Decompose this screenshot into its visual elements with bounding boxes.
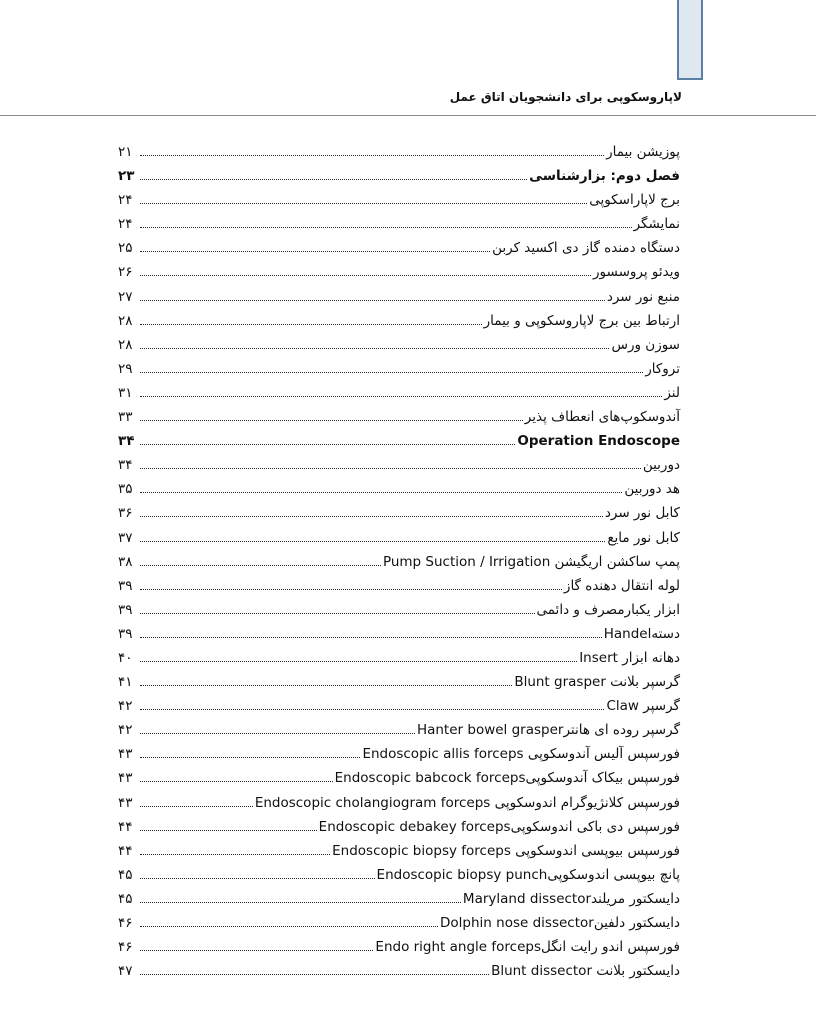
toc-entry-page-number: ۳۳ — [118, 409, 133, 426]
toc-entry-page-number: ۲۴ — [118, 192, 133, 209]
toc-entry-title: لنز — [664, 384, 680, 401]
toc-entry-page-number: ۴۴ — [118, 842, 133, 859]
toc-entry — [118, 309, 680, 333]
toc-entry-page-number: ۴۷ — [118, 963, 133, 980]
toc-entry-page-number: ۴۳ — [118, 770, 133, 787]
toc-entry-page-number: ۲۳ — [118, 168, 135, 185]
toc-entry-page-number: ۴۱ — [118, 674, 133, 691]
toc-dot-leader — [140, 516, 603, 517]
toc-dot-leader — [140, 396, 662, 397]
toc-dot-leader — [140, 661, 577, 662]
toc-dot-leader — [140, 251, 490, 252]
toc-dot-leader — [140, 203, 587, 204]
toc-entry-title: Operation Endoscope — [517, 433, 680, 450]
toc-entry-page-number: ۲۷ — [118, 288, 133, 305]
toc-dot-leader — [140, 565, 381, 566]
toc-dot-leader — [140, 179, 527, 180]
toc-entry-title: منبع نور سرد — [606, 288, 680, 305]
toc-dot-leader — [140, 757, 360, 758]
toc-dot-leader — [140, 733, 415, 734]
toc-entry — [118, 260, 680, 284]
toc-entry-title: دایسکتور مریلندMaryland dissector — [462, 890, 680, 907]
table-of-contents — [118, 140, 680, 983]
toc-entry-title: فورسپس بیکاک آندوسکوپیEndoscopic babcock forceps — [334, 770, 680, 787]
toc-dot-leader — [140, 348, 609, 349]
toc-entry-page-number: ۲۱ — [118, 144, 133, 160]
toc-entry-page-number: ۲۴ — [118, 216, 133, 233]
toc-entry-title: گرسپر Claw — [606, 698, 680, 715]
header-divider — [0, 115, 816, 116]
toc-dot-leader — [140, 685, 512, 686]
toc-entry — [118, 598, 680, 622]
toc-entry-title: گرسپر بلانت Blunt grasper — [514, 674, 680, 691]
toc-entry-title: فورسپس دی باکی اندوسکوپیEndoscopic debakey forceps — [318, 818, 680, 835]
toc-entry-title: برج لاپاراسکوپی — [589, 192, 680, 209]
toc-entry — [118, 863, 680, 887]
toc-entry — [118, 164, 680, 188]
toc-dot-leader — [140, 492, 622, 493]
toc-entry-title: دستهHandel — [603, 625, 680, 642]
toc-dot-leader — [140, 275, 591, 276]
toc-entry-page-number: ۲۸ — [118, 312, 133, 329]
toc-dot-leader — [140, 613, 535, 614]
toc-entry-title: فورسپس اندو رایت انگلEndo right angle forceps — [375, 939, 680, 956]
toc-entry-title: هد دوربین — [624, 481, 680, 498]
toc-entry — [118, 526, 680, 550]
toc-entry-title: لوله انتقال دهنده گاز — [563, 577, 680, 594]
toc-entry-page-number: ۴۲ — [118, 698, 133, 715]
toc-entry-title: دایسکتور بلانت Blunt dissector — [491, 963, 680, 980]
toc-dot-leader — [140, 541, 605, 542]
toc-dot-leader — [140, 324, 482, 325]
toc-entry — [118, 429, 680, 453]
toc-entry — [118, 935, 680, 959]
toc-entry-page-number: ۳۵ — [118, 481, 133, 498]
toc-entry-title: فورسپس بیوپسی اندوسکوپی Endoscopic biopsy forceps — [332, 842, 680, 859]
toc-entry-page-number: ۲۸ — [118, 336, 133, 353]
toc-entry — [118, 285, 680, 309]
toc-entry-title: کابل نور مایع — [607, 529, 680, 546]
toc-entry-page-number: ۴۶ — [118, 939, 133, 956]
toc-dot-leader — [140, 974, 489, 975]
toc-entry — [118, 550, 680, 574]
toc-entry-title: گرسپر روده ای هانترHanter bowel grasper — [416, 722, 680, 739]
toc-entry-page-number: ۴۲ — [118, 722, 133, 739]
toc-entry — [118, 646, 680, 670]
toc-dot-leader — [140, 420, 523, 421]
toc-entry — [118, 694, 680, 718]
toc-entry-page-number: ۳۹ — [118, 601, 133, 618]
toc-entry-title: دهانه ابزار Insert — [579, 649, 680, 666]
toc-entry-page-number: ۴۳ — [118, 794, 133, 811]
toc-dot-leader — [140, 155, 604, 156]
toc-entry-title: دایسکتور دلفینDolphin nose dissector — [440, 915, 680, 931]
toc-entry-page-number: ۳۴ — [118, 433, 135, 450]
toc-dot-leader — [140, 926, 438, 927]
toc-entry-title: سوزن ورس — [611, 336, 680, 353]
toc-entry-page-number: ۳۸ — [118, 553, 133, 570]
toc-entry-title: ارتباط بین برج لاپاروسکوپی و بیمار — [483, 312, 680, 329]
toc-entry-page-number: ۳۴ — [118, 457, 133, 474]
toc-dot-leader — [140, 830, 317, 831]
toc-entry — [118, 477, 680, 501]
toc-entry-title: پمپ ساکشن اریگیشن Pump Suction / Irrigation — [382, 553, 680, 570]
toc-entry-title: فورسپس کلانژیوگرام اندوسکوپی Endoscopic cholangiogram forceps — [254, 794, 680, 811]
toc-entry — [118, 501, 680, 525]
toc-entry-page-number: ۲۵ — [118, 240, 133, 257]
toc-entry — [118, 405, 680, 429]
toc-entry-title: دستگاه دمنده گاز دی اکسید کربن — [492, 240, 680, 257]
toc-entry-page-number: ۳۱ — [118, 384, 133, 401]
toc-entry-title: تروکار — [645, 360, 680, 377]
toc-entry — [118, 333, 680, 357]
toc-entry — [118, 887, 680, 911]
toc-dot-leader — [140, 950, 373, 951]
toc-entry — [118, 766, 680, 790]
toc-entry-page-number: ۴۵ — [118, 890, 133, 907]
toc-entry — [118, 381, 680, 405]
toc-entry — [118, 236, 680, 260]
toc-entry-title: کابل نور سرد — [604, 505, 680, 522]
chapter-tab-marker — [677, 0, 703, 80]
toc-entry-page-number: ۴۰ — [118, 649, 133, 666]
toc-entry — [118, 839, 680, 863]
toc-dot-leader — [140, 806, 253, 807]
toc-entry — [118, 791, 680, 815]
toc-entry — [118, 188, 680, 212]
toc-entry-title: پوزیشن بیمار — [606, 144, 680, 160]
toc-entry-page-number: ۴۵ — [118, 866, 133, 883]
toc-entry-title: پانچ بیوپسی اندوسکوپیEndoscopic biopsy punch — [376, 866, 680, 883]
toc-entry-title: فصل دوم: بزارشناسی — [529, 168, 680, 185]
toc-entry-title: ویدئو پروسسور — [593, 264, 680, 281]
toc-entry — [118, 357, 680, 381]
toc-entry-page-number: ۳۹ — [118, 577, 133, 594]
toc-entry-title: نمایشگر — [633, 216, 680, 233]
toc-dot-leader — [140, 878, 375, 879]
toc-entry-page-number: ۳۷ — [118, 529, 133, 546]
toc-entry — [118, 959, 680, 983]
toc-entry-page-number: ۲۹ — [118, 360, 133, 377]
toc-entry-title: آندوسکوپ‌های انعطاف پذیر — [524, 409, 680, 426]
toc-entry-title: ابزار یکبارمصرف و دائمی — [536, 601, 680, 618]
toc-entry — [118, 453, 680, 477]
toc-entry-title: دوربین — [642, 457, 680, 474]
toc-entry-page-number: ۴۳ — [118, 746, 133, 763]
running-header-title: لاپاروسکوپی برای دانشجویان اتاق عمل — [449, 90, 682, 104]
toc-entry — [118, 670, 680, 694]
toc-dot-leader — [140, 444, 515, 445]
toc-entry — [118, 140, 680, 164]
toc-entry — [118, 742, 680, 766]
toc-entry-page-number: ۴۴ — [118, 818, 133, 835]
toc-entry — [118, 815, 680, 839]
toc-entry-page-number: ۲۶ — [118, 264, 133, 281]
toc-dot-leader — [140, 227, 632, 228]
toc-dot-leader — [140, 709, 604, 710]
toc-dot-leader — [140, 781, 333, 782]
toc-dot-leader — [140, 468, 641, 469]
toc-entry — [118, 574, 680, 598]
toc-dot-leader — [140, 854, 330, 855]
toc-entry — [118, 622, 680, 646]
toc-dot-leader — [140, 300, 605, 301]
toc-entry-page-number: ۳۶ — [118, 505, 133, 522]
toc-dot-leader — [140, 372, 643, 373]
toc-dot-leader — [140, 637, 602, 638]
toc-entry-page-number: ۴۶ — [118, 915, 133, 931]
toc-entry — [118, 718, 680, 742]
toc-entry-page-number: ۳۹ — [118, 625, 133, 642]
toc-entry-title: فورسپس آلیس آندوسکوپی Endoscopic allis forceps — [362, 746, 680, 763]
toc-entry — [118, 212, 680, 236]
toc-dot-leader — [140, 902, 461, 903]
toc-dot-leader — [140, 589, 562, 590]
toc-entry — [118, 911, 680, 935]
